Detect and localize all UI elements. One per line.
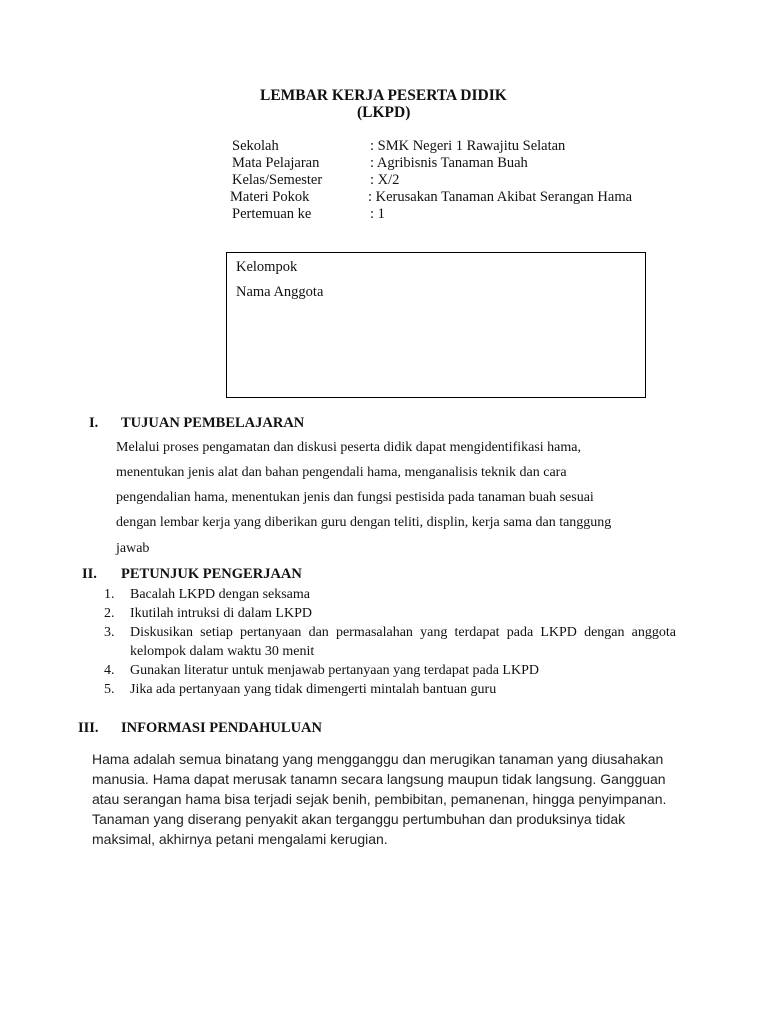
section-1-line: menentukan jenis alat dan bahan pengendali hama, menganalisis teknik dan cara bbox=[116, 465, 567, 480]
list-item bbox=[104, 604, 676, 623]
section-1-line: jawab bbox=[116, 541, 150, 556]
list-item-text: Bacalah LKPD dengan seksama bbox=[130, 587, 310, 602]
info-label-kelas-semester: Kelas/Semester bbox=[232, 172, 323, 188]
info-label-pertemuan: Pertemuan ke bbox=[232, 206, 312, 222]
info-value-materi-pokok: : Kerusakan Tanaman Akibat Serangan Hama bbox=[368, 189, 633, 205]
info-value-sekolah: : SMK Negeri 1 Rawajitu Selatan bbox=[370, 138, 566, 154]
list-item bbox=[104, 661, 676, 680]
info-value-pertemuan: : 1 bbox=[370, 206, 385, 222]
instruction-list bbox=[104, 585, 676, 699]
section-3-line: Tanaman yang diserang penyakit akan terganggu pertumbuhan dan produksinya tidak bbox=[92, 811, 626, 827]
kelompok-label: Kelompok bbox=[236, 259, 298, 275]
section-2-title: PETUNJUK PENGERJAAN bbox=[121, 566, 302, 582]
section-1-line: dengan lembar kerja yang diberikan guru dengan teliti, displin, kerja sama dan tanggung bbox=[116, 515, 612, 530]
list-item-number: 3. bbox=[104, 625, 115, 640]
list-item-number: 1. bbox=[104, 587, 115, 602]
nama-anggota-label: Nama Anggota bbox=[236, 284, 324, 300]
info-label-materi-pokok: Materi Pokok bbox=[230, 189, 310, 205]
list-item-text: Gunakan literatur untuk menjawab pertanyaan yang terdapat pada LKPD bbox=[130, 663, 539, 678]
list-item bbox=[104, 680, 676, 699]
info-label-sekolah: Sekolah bbox=[232, 138, 279, 154]
list-item-text: Ikutilah intruksi di dalam LKPD bbox=[130, 606, 312, 621]
info-label-mata-pelajaran: Mata Pelajaran bbox=[232, 155, 320, 171]
list-item bbox=[104, 585, 676, 604]
section-3-line: atau serangan hama bisa terjadi sejak benih, pembibitan, pemanenan, hingga penyimpanan. bbox=[92, 791, 667, 807]
list-item-number: 2. bbox=[104, 606, 115, 621]
section-3-title: INFORMASI PENDAHULUAN bbox=[121, 720, 322, 736]
info-value-kelas-semester: : X/2 bbox=[370, 172, 400, 188]
section-1-line: Melalui proses pengamatan dan diskusi peserta didik dapat mengidentifikasi hama, bbox=[116, 440, 581, 455]
document-subtitle: (LKPD) bbox=[357, 104, 411, 121]
list-item-number: 4. bbox=[104, 663, 115, 678]
section-3-number: III. bbox=[78, 720, 99, 736]
document-title: LEMBAR KERJA PESERTA DIDIK bbox=[260, 87, 507, 104]
section-1-line: pengendalian hama, menentukan jenis dan fungsi pestisida pada tanaman buah sesuai bbox=[116, 490, 594, 505]
section-2-number: II. bbox=[82, 566, 97, 582]
section-1-number: I. bbox=[89, 415, 99, 431]
group-box bbox=[226, 252, 646, 398]
section-1-title: TUJUAN PEMBELAJARAN bbox=[121, 415, 305, 431]
section-3-line: Hama adalah semua binatang yang mengganggu dan merugikan tanaman yang diusahakan bbox=[92, 751, 664, 767]
list-item-text: Diskusikan setiap pertanyaan dan permasalahan yang terdapat pada LKPD dengan anggota kelompok dalam waktu 30 menit bbox=[130, 625, 676, 659]
list-item-number: 5. bbox=[104, 682, 115, 697]
info-value-mata-pelajaran: : Agribisnis Tanaman Buah bbox=[370, 155, 528, 171]
section-3-line: maksimal, akhirnya petani mengalami kerugian. bbox=[92, 831, 388, 847]
list-item-text: Jika ada pertanyaan yang tidak dimengerti mintalah bantuan guru bbox=[130, 682, 497, 697]
list-item bbox=[104, 623, 676, 661]
section-3-line: manusia. Hama dapat merusak tanamn secara langsung maupun tidak langsung. Gangguan bbox=[92, 771, 666, 787]
